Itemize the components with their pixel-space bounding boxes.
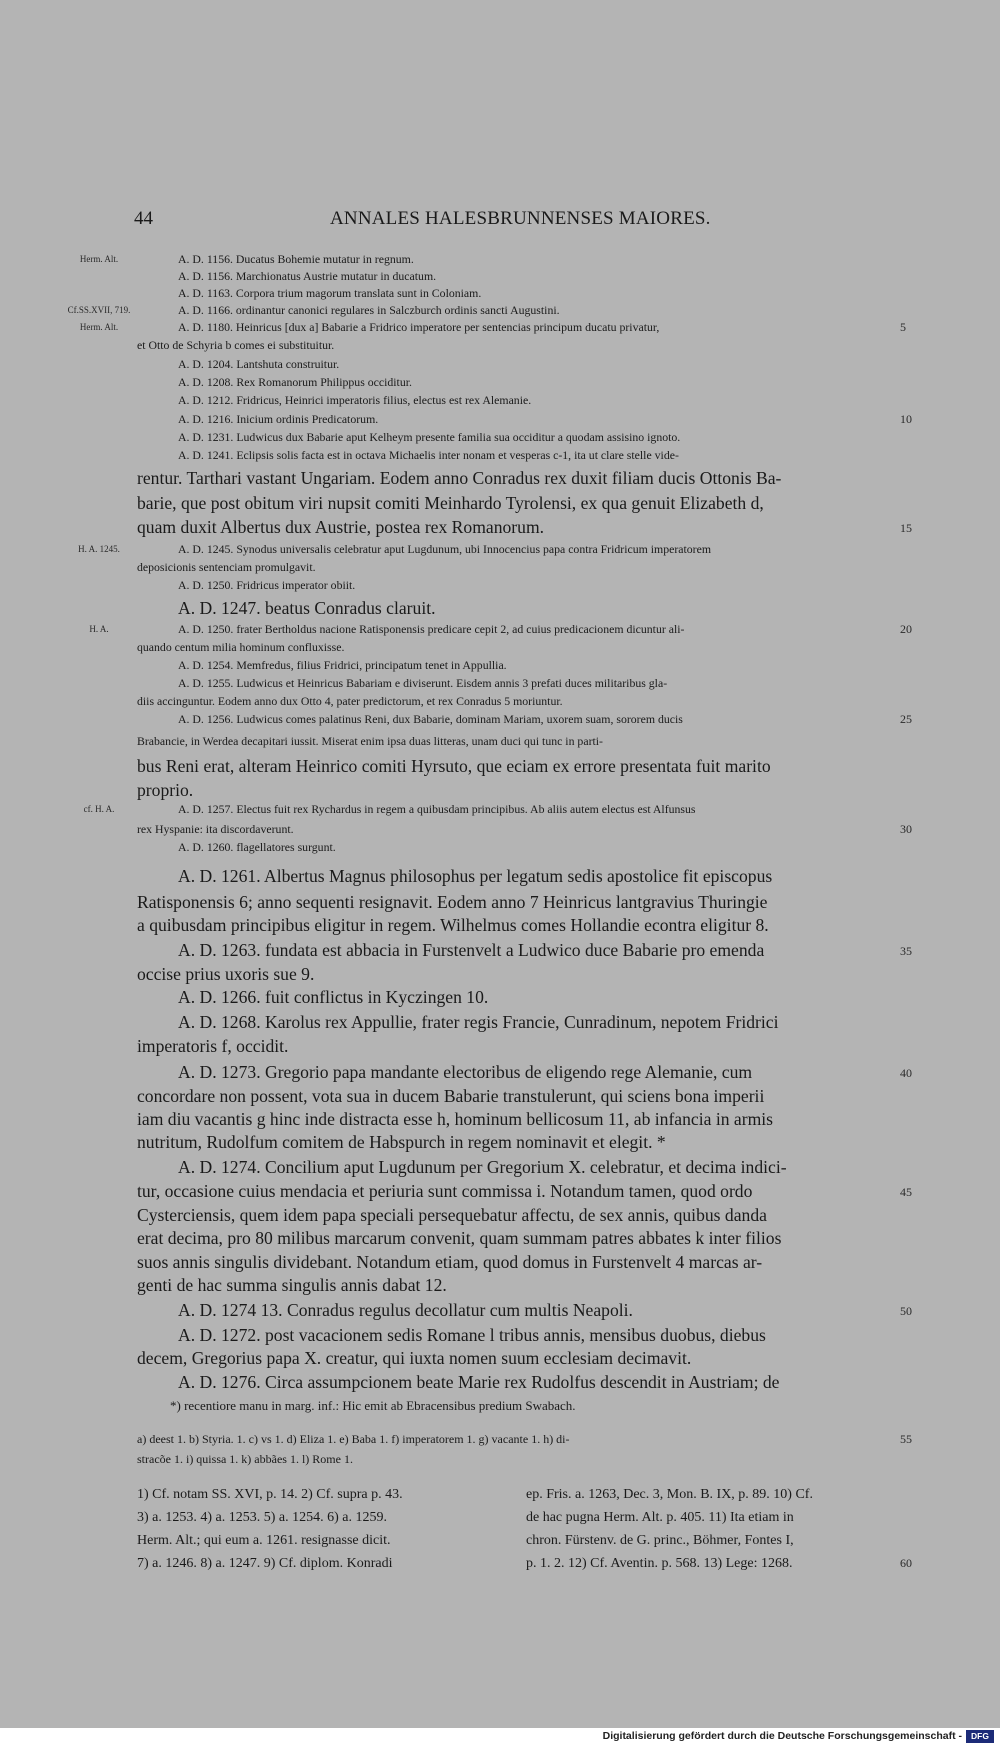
line-text: A. D. 1274 13. Conradus regulus decollatur cum multis Neapoli. (178, 1300, 633, 1320)
margin-reference: H. A. 1245. (78, 544, 120, 554)
margin-reference: cf. H. A. (83, 804, 115, 814)
line-text: A. D. 1273. Gregorio papa mandante electoribus de eligendo rege Alemanie, cum (178, 1062, 753, 1082)
line-number: 15 (900, 521, 912, 535)
line-text: A. D. 1250. frater Bertholdus nacione Ratisponensis predicare cepit 2, ad cuius predicacionem dicuntur ali- (178, 622, 685, 636)
line-text: A. D. 1266. fuit conflictus in Kyczingen 10. (178, 987, 489, 1007)
line-text: diis accinguntur. Eodem anno dux Otto 4, pater predictorum, et rex Conradus 5 moriuntur. (137, 694, 563, 708)
running-title: ANNALES HALESBRUNNENSES MAIORES. (330, 208, 711, 229)
line-text: Ratisponensis 6; anno sequenti resignavit. Eodem anno 7 Heinricus lantgravius Thuringie (137, 892, 768, 912)
line-number: 20 (900, 622, 912, 636)
footnote-left: 7) a. 1246. 8) a. 1247. 9) Cf. diplom. Konradi (137, 1556, 393, 1571)
line-text: A. D. 1212. Fridricus, Heinrici imperatoris filius, electus est rex Alemanie. (178, 393, 532, 407)
line-text: nutritum, Rudolfum comitem de Habspurch in regem nominavit et elegit. * (137, 1132, 666, 1152)
line-text: A. D. 1156. Ducatus Bohemie mutatur in regnum. (178, 252, 414, 266)
line-text: rentur. Tarthari vastant Ungariam. Eodem anno Conradus rex duxit filiam ducis Ottonis Ba- (137, 468, 782, 488)
page-number: 44 (134, 208, 153, 229)
line-text: A. D. 1260. flagellatores surgunt. (178, 840, 336, 854)
margin-reference: Herm. Alt. (79, 254, 119, 264)
footer-bar (0, 1728, 1000, 1746)
funding-credit: Digitalisierung gefördert durch die Deutsche Forschungsgemeinschaft - (602, 1730, 962, 1742)
footnote-right: p. 1. 2. 12) Cf. Aventin. p. 568. 13) Lege: 1268. (526, 1556, 793, 1571)
line-text: A. D. 1261. Albertus Magnus philosophus per legatum sedis apostolice fit episcopus (178, 866, 773, 886)
dfg-logo: DFG (966, 1730, 994, 1743)
line-number: 60 (900, 1556, 912, 1570)
marginal-note: *) recentiore manu in marg. inf.: Hic emit ab Ebracensibus predium Swabach. (170, 1398, 576, 1413)
line-text: A. D. 1255. Ludwicus et Heinricus Babariam e diviserunt. Eisdem annis 3 prefati duces militaribus gla- (178, 676, 668, 690)
line-text: deposicionis sentenciam promulgavit. (137, 560, 316, 574)
line-text: A. D. 1208. Rex Romanorum Philippus occiditur. (178, 375, 412, 389)
line-number: 55 (900, 1432, 912, 1446)
line-text: A. D. 1180. Heinricus [dux a] Babarie a Fridrico imperatore per sentencias principum ducatu privatur, (178, 320, 660, 334)
line-number: 30 (900, 822, 912, 836)
line-text: erat decima, pro 80 milibus marcarum convenit, quam summam patres abbates k inter filios (137, 1228, 782, 1248)
line-text: A. D. 1156. Marchionatus Austrie mutatur in ducatum. (178, 269, 437, 283)
line-text: quam duxit Albertus dux Austrie, postea rex Romanorum. (137, 517, 545, 537)
line-number: 35 (900, 944, 912, 958)
line-text: A. D. 1216. Inicium ordinis Predicatorum. (178, 412, 379, 426)
line-text: A. D. 1231. Ludwicus dux Babarie aput Kelheym presente familia sua occiditur a quodam assisino ignoto. (178, 430, 681, 444)
line-text: A. D. 1245. Synodus universalis celebratur aput Lugdunum, ubi Innocencius papa contra Fridricum imperatorem (178, 542, 712, 556)
line-text: A. D. 1163. Corpora trium magorum translata sunt in Coloniam. (178, 286, 482, 300)
line-number: 10 (900, 412, 912, 426)
line-text: barie, que post obitum viri nupsit comiti Meinhardo Tyrolensi, ex qua genuit Elizabeth d, (137, 493, 764, 513)
line-text: et Otto de Schyria b comes ei substituitur. (137, 338, 335, 352)
line-text: Cysterciensis, quem idem papa speciali persequebatur affectu, de sex annis, quibus danda (137, 1205, 767, 1225)
note-text: a) deest 1. b) Styria. 1. c) vs 1. d) Eliza 1. e) Baba 1. f) imperatorem 1. g) vacante 1. h) di- (137, 1432, 570, 1446)
line-text: quando centum milia hominum confluxisse. (137, 640, 345, 654)
footnote-right: chron. Fürstenv. de G. princ., Böhmer, Fontes I, (526, 1533, 794, 1548)
line-text: occise prius uxoris sue 9. (137, 964, 315, 984)
footnote-left: 1) Cf. notam SS. XVI, p. 14. 2) Cf. supra p. 43. (137, 1487, 403, 1502)
line-text: A. D. 1256. Ludwicus comes palatinus Reni, dux Babarie, dominam Mariam, uxorem suam, sororem ducis (178, 712, 683, 726)
line-text: a quibusdam principibus eligitur in regem. Wilhelmus comes Hollandie econtra eligitur 8. (137, 915, 769, 935)
margin-reference: Cf.SS.XVII, 719. (67, 305, 131, 315)
footnote-left: Herm. Alt.; qui eum a. 1261. resignasse dicit. (137, 1533, 391, 1548)
line-text: A. D. 1241. Eclipsis solis facta est in octava Michaelis inter nonam et vesperas c-1, ita ut clare stelle vide- (178, 448, 679, 462)
line-text: A. D. 1272. post vacacionem sedis Romane l tribus annis, mensibus duobus, diebus (178, 1325, 766, 1345)
line-text: imperatoris f, occidit. (137, 1036, 289, 1056)
line-number: 40 (900, 1066, 912, 1080)
line-text: A. D. 1254. Memfredus, filius Fridrici, principatum tenet in Appullia. (178, 658, 507, 672)
line-text: decem, Gregorius papa X. creatur, qui iuxta nomen suum ecclesiam decimavit. (137, 1348, 692, 1368)
line-text: A. D. 1250. Fridricus imperator obiit. (178, 578, 356, 592)
line-number: 25 (900, 712, 912, 726)
footnote-right: de hac pugna Herm. Alt. p. 405. 11) Ita etiam in (526, 1510, 794, 1525)
line-text: suos annis singulis dividebant. Notandum etiam, quod domus in Furstenvelt 4 marcas ar- (137, 1252, 763, 1272)
note-text: stracõe 1. i) quissa 1. k) abbães 1. l) Rome 1. (137, 1452, 353, 1466)
line-text: A. D. 1274. Concilium aput Lugdunum per Gregorium X. celebratur, et decima indici- (178, 1157, 787, 1177)
line-number: 45 (900, 1185, 912, 1199)
line-text: bus Reni erat, alteram Heinrico comiti Hyrsuto, que eciam ex errore presentata fuit marito (137, 756, 771, 776)
line-text: A. D. 1268. Karolus rex Appullie, frater regis Francie, Cunradinum, nepotem Fridrici (178, 1012, 779, 1032)
line-text: A. D. 1263. fundata est abbacia in Furstenvelt a Ludwico duce Babarie pro emenda (178, 940, 765, 960)
line-text: proprio. (137, 780, 194, 800)
line-text: A. D. 1247. beatus Conradus claruit. (178, 598, 436, 618)
line-text: Brabancie, in Werdea decapitari iussit. Miserat enim ipsa duas litteras, unam duci qui tunc in parti- (137, 734, 603, 748)
line-text: A. D. 1257. Electus fuit rex Rychardus in regem a quibusdam principibus. Ab aliis autem electus est Alfunsus (178, 802, 696, 816)
line-number: 5 (900, 320, 906, 334)
line-text: iam diu vacantis g hinc inde distracta esse h, hominum bellicosum 11, ab infancia in armis (137, 1109, 773, 1129)
line-text: A. D. 1204. Lantshuta construitur. (178, 357, 340, 371)
margin-reference: Herm. Alt. (79, 322, 119, 332)
line-text: A. D. 1276. Circa assumpcionem beate Marie rex Rudolfus descendit in Austriam; de (178, 1372, 780, 1392)
line-text: genti de hac summa singulis annis dabat 12. (137, 1275, 447, 1295)
line-text: concordare non possent, vota sua in ducem Babarie transtulerunt, qui sciens bona imperii (137, 1086, 765, 1106)
line-number: 50 (900, 1304, 912, 1318)
footnote-right: ep. Fris. a. 1263, Dec. 3, Mon. B. IX, p. 89. 10) Cf. (526, 1487, 813, 1502)
margin-reference: H. A. (89, 624, 109, 634)
line-text: tur, occasione cuius mendacia et periuria sunt commissa i. Notandum tamen, quod ordo (137, 1181, 753, 1201)
footnote-left: 3) a. 1253. 4) a. 1253. 5) a. 1254. 6) a. 1259. (137, 1510, 388, 1525)
line-text: rex Hyspanie: ita discordaverunt. (137, 822, 294, 836)
line-text: A. D. 1166. ordinantur canonici regulares in Salczburch ordinis sancti Augustini. (178, 303, 560, 317)
